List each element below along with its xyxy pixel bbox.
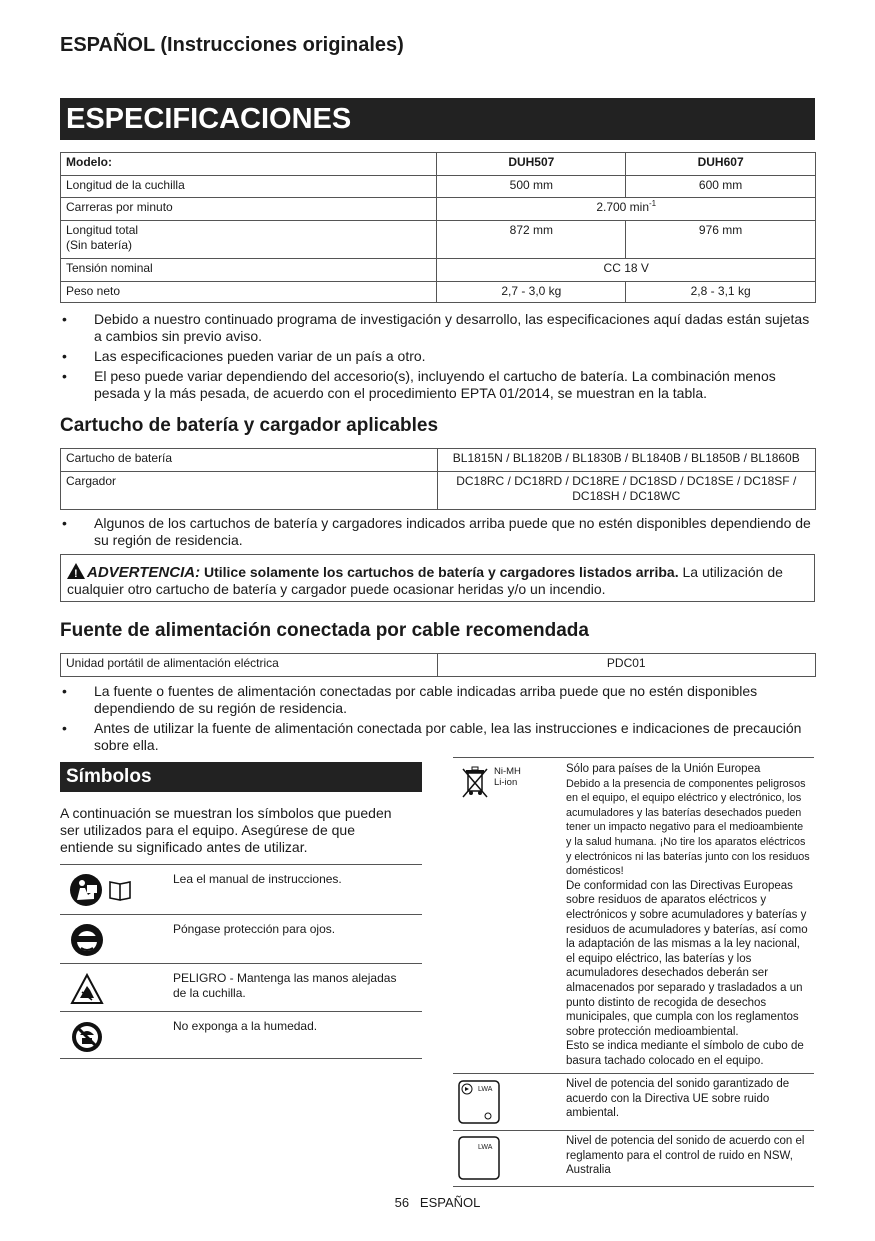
note-item: • La fuente o fuentes de alimentación conectadas por cable indicadas arriba puede que no estén disponibles dependiendo de su región de residencia.: [60, 683, 815, 717]
danger-hands-icon: [70, 972, 104, 1011]
symbols-title: Símbolos: [60, 762, 422, 792]
voltage-value: CC 18 V: [437, 259, 816, 282]
symbol-row: [60, 963, 422, 1011]
power-notes: [60, 683, 815, 757]
symbol-text: No exponga a la humedad.: [173, 1019, 318, 1033]
specs-table: [60, 152, 816, 303]
eu-disposal-icon: [460, 765, 490, 804]
cartridge-value: BL1815N / BL1820B / BL1830B / BL1840B / BL1850B / BL1860B: [437, 449, 816, 472]
symbol-row: [60, 1011, 422, 1059]
warning-bold: Utilice solamente los cartuchos de batería y cargadores listados arriba.: [203, 564, 679, 580]
sound-power-eu-text: Nivel de potencia del sonido garantizado de acuerdo con la Directiva UE sobre ruido ambiental.: [566, 1078, 790, 1120]
note-item: • Algunos de los cartuchos de batería y cargadores indicados arriba puede que no estén disponibles dependiendo de su región de residencia.: [60, 515, 815, 549]
note-item: • Debido a nuestro continuado programa de investigación y desarrollo, las especificaciones aquí dadas están sujetas a cambios sin previo aviso.: [60, 311, 815, 345]
warning-box: [60, 554, 815, 602]
charger-value: DC18RC / DC18RD / DC18RE / DC18SD / DC18SE / DC18SF / DC18SH / DC18WC: [437, 472, 816, 510]
specs-title: ESPECIFICACIONES: [60, 98, 815, 140]
page-number: 56: [394, 1195, 410, 1210]
divider: [453, 1073, 814, 1074]
model-duh607: DUH607: [626, 153, 816, 176]
symbol-text: Póngase protección para ojos.: [173, 922, 336, 936]
symbol-text: Lea el manual de instrucciones.: [173, 872, 342, 886]
divider: [453, 1130, 814, 1131]
strokes-value: 2.700 $\min^{-1}$: [437, 198, 816, 221]
warning-title: ADVERTENCIA:: [87, 564, 201, 581]
note-item: • El peso puede variar dependiendo del accesorio(s), incluyendo el cartucho de batería. La combinación menos pesada y la más pesada, de acuerdo con el procedimiento EPTA 01/2014, se muestran en la tabla.: [60, 368, 815, 402]
power-title: Fuente de alimentación conectada por cable recomendada: [60, 620, 589, 641]
symbol-row: [60, 914, 422, 964]
battery-type-labels: Ni-MH Li-ion: [494, 766, 521, 788]
symbol-row: [60, 864, 422, 915]
eye-protection-icon: [70, 923, 104, 962]
cartridge-label: Cartucho de batería: [61, 449, 438, 472]
note-item: • Antes de utilizar la fuente de alimentación conectada por cable, lea las instrucciones e indicaciones de precaución sobre ella.: [60, 720, 815, 754]
power-table: [60, 653, 816, 677]
sound-power-nsw-text: Nivel de potencia del sonido de acuerdo con el reglamento para el control de ruido en NSW, Australia: [566, 1135, 805, 1177]
warning-text: La utilización de cualquier otro cartucho de batería y cargador puede ocasionar heridas y/o un incendio.: [67, 564, 783, 597]
specs-notes: [60, 311, 815, 405]
sound-power-nsw-icon: LWA: [458, 1136, 500, 1185]
battery-title: Cartucho de batería y cargador aplicables: [60, 415, 439, 436]
overall-length-2: 976 mm: [626, 221, 816, 259]
eu-disposal-text: Sólo para países de la Unión Europea Debido a la presencia de componentes peligrosos en el equipo, el equipo eléctrico y electrónico, los acumuladores y las baterías desechados pueden tener un impacto negativo para el medioambiente y la salud humana. ¡No tire los aparatos eléctricos y electrónicos ni las baterías junto con los residuos domésticos! De conformidad con las Directivas Europeas sobre residuos de aparatos eléctricos y electrónicos y sobre acumuladores y baterías y residuos de acumuladores y baterías, así como la adaptación de las mismas a la ley nacional, el equipo eléctrico, las baterías y los acumuladores desechados deberán ser almacenados por separado y trasladados a un punto distinto de recogida de desechos municipales, que cumpla con los reglamentos sobre protección medioambiental. Esto se indica mediante el símbolo de cubo de basura tachado colocado en el equipo.: [566, 763, 810, 1067]
divider: [453, 757, 814, 758]
weight-1: 2,7 - 3,0 kg: [437, 282, 626, 303]
power-unit-label: Unidad portátil de alimentación eléctrica: [61, 654, 438, 677]
strokes-label: Carreras por minuto: [61, 198, 437, 221]
symbols-intro: A continuación se muestran los símbolos que pueden ser utilizados para el equipo. Asegúrese de que entiende su significado antes de utilizar.: [60, 805, 392, 855]
blade-length-label: Longitud de la cuchilla: [61, 176, 437, 198]
warning-icon: [67, 563, 85, 579]
symbol-text: PELIGRO - Mantenga las manos alejadas de la cuchilla.: [173, 971, 397, 1000]
read-manual-icon: [70, 873, 150, 912]
note-item: • Las especificaciones pueden variar de un país a otro.: [60, 348, 815, 365]
sound-power-eu-icon: LWA: [458, 1080, 500, 1129]
model-duh507: DUH507: [437, 153, 626, 176]
power-unit-value: PDC01: [437, 654, 815, 677]
blade-length-2: 600 mm: [626, 176, 816, 198]
voltage-label: Tensión nominal: [61, 259, 437, 282]
weight-2: 2,8 - 3,1 kg: [626, 282, 816, 303]
blade-length-1: 500 mm: [437, 176, 626, 198]
battery-table: [60, 448, 816, 510]
model-label: Modelo:: [61, 153, 437, 176]
battery-notes: [60, 515, 815, 552]
overall-length-1: 872 mm: [437, 221, 626, 259]
footer-lang: ESPAÑOL: [419, 1195, 481, 1210]
page-footer: [0, 1195, 875, 1210]
divider: [453, 1186, 814, 1187]
divider: [60, 1058, 422, 1059]
weight-label: Peso neto: [61, 282, 437, 303]
no-rain-icon: [70, 1020, 104, 1059]
charger-label: Cargador: [61, 472, 438, 510]
page-header: ESPAÑOL (Instrucciones originales): [60, 34, 404, 56]
overall-length-label: Longitud total (Sin batería): [61, 221, 437, 259]
